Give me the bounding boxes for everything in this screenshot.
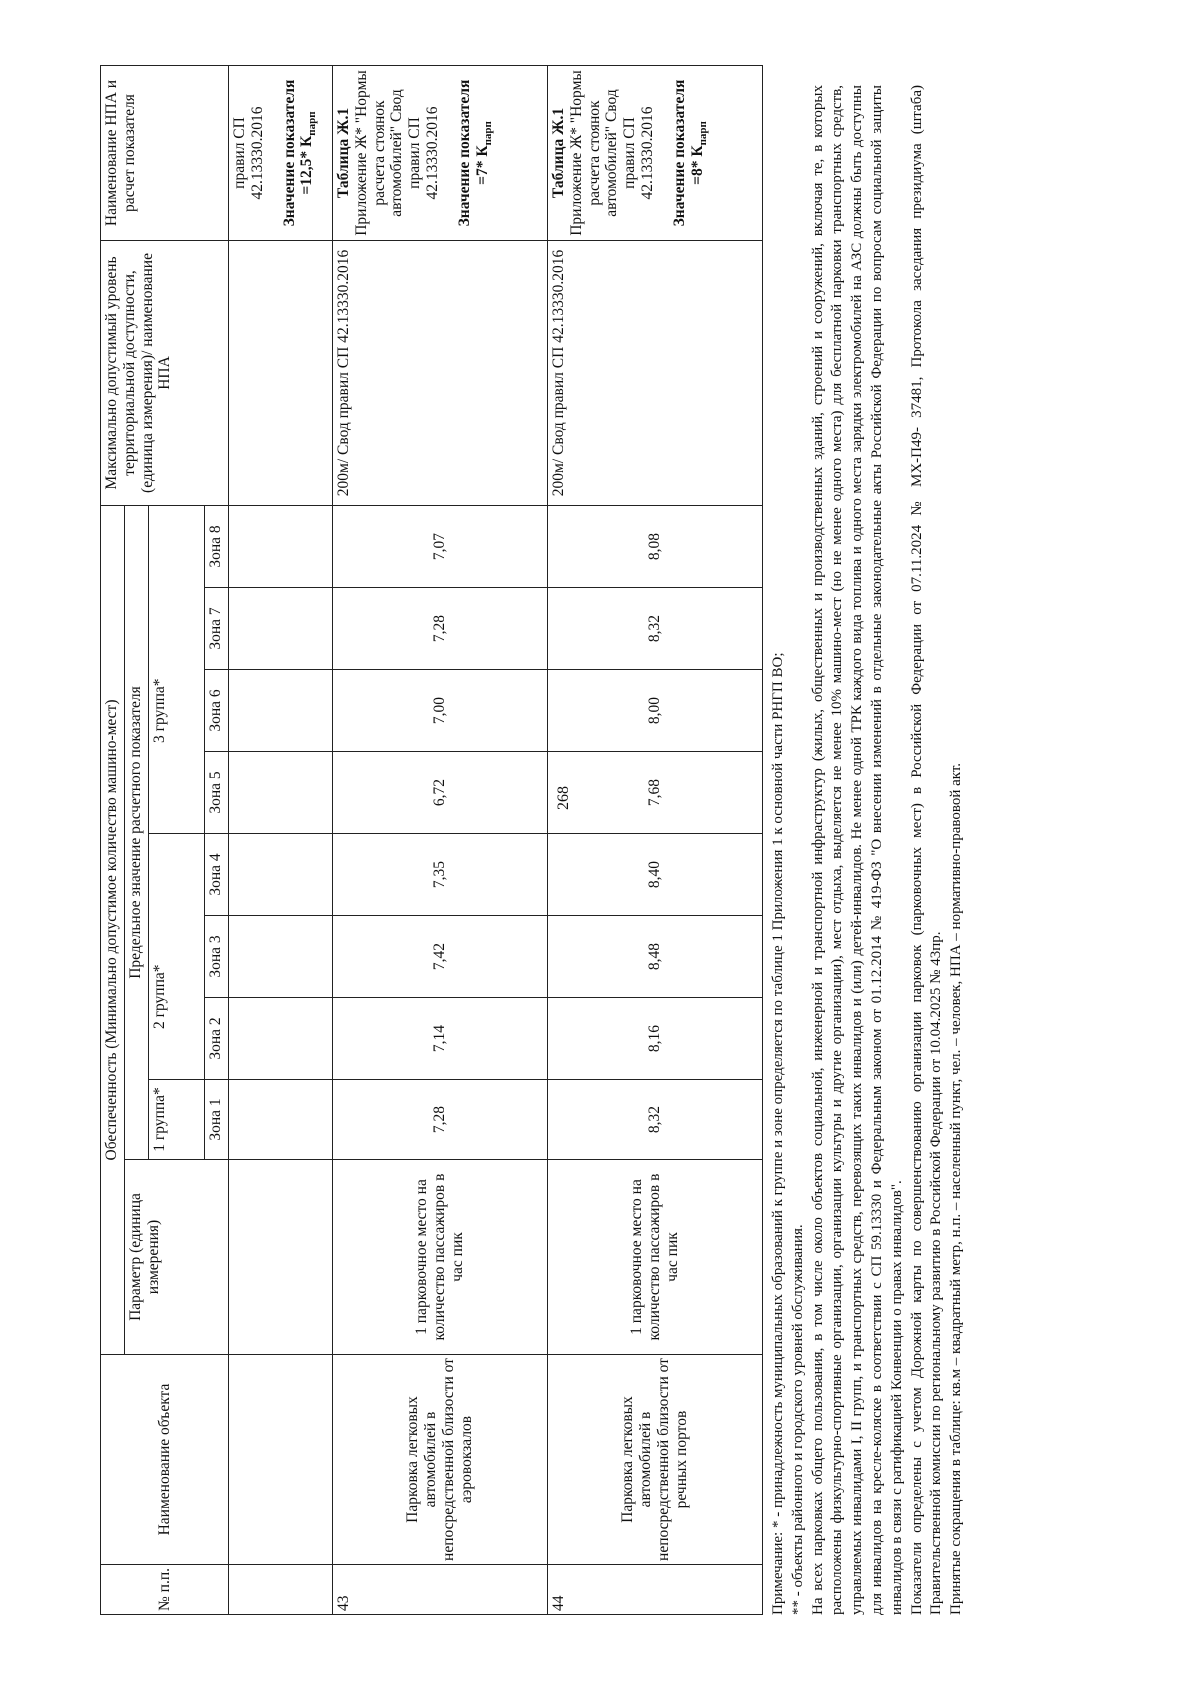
row-value-zone-2: 7,14 (333, 998, 548, 1080)
row-param: 1 парковочное место на количество пассажиров в час пик (548, 1160, 763, 1355)
row-value-zone-5: 7,68 (548, 752, 763, 834)
table-row-continuation (229, 66, 333, 1615)
rotated-page-content (100, 70, 1120, 1615)
note-abbreviations: Принятые сокращения в таблице: кв.м – квадратный метр, н.п. – населенный пункт, чел. – человек, НПА – нормативно-правовой акт. (948, 762, 965, 1615)
row-npa-text: Приложение Ж* "Нормы расчета стоянок автомобилей" Свод правил СП 42.13330.2016 (352, 70, 442, 236)
header-max-level: Максимально допустимый уровень территориальной доступности, (единица измерения)/ наименование НПА (101, 241, 229, 506)
row-npa-title: Таблица Ж.1 (550, 107, 567, 199)
header-limit-value: Предельное значение расчетного показателя (125, 506, 149, 1160)
row-npa-cell (333, 66, 548, 241)
row-value-zone-3: 7,42 (333, 916, 548, 998)
header-zone-5: Зона 5 (205, 752, 229, 834)
row-value-zone-7: 7,28 (333, 588, 548, 670)
continuation-npa-text: правил СП 42.13330.2016 (231, 106, 266, 200)
row-num: 43 (333, 1565, 548, 1615)
notes-block (769, 85, 967, 1615)
row-value-zone-1: 7,28 (333, 1080, 548, 1160)
row-max-level: 200м/ Свод правил СП 42.13330.2016 (333, 241, 548, 506)
row-value-zone-5: 6,72 (333, 752, 548, 834)
row-value-zone-4: 7,35 (333, 834, 548, 916)
row-value-zone-7: 8,32 (548, 588, 763, 670)
header-zone-1: Зона 1 (205, 1080, 229, 1160)
page-number: 268 (555, 786, 572, 810)
header-zone-8: Зона 8 (205, 506, 229, 588)
header-zone-4: Зона 4 (205, 834, 229, 916)
row-num: 44 (548, 1565, 763, 1615)
header-npa: Наименование НПА и расчет показателя (101, 66, 229, 241)
header-param: Параметр (единица измерения) (125, 1160, 229, 1355)
header-group-1: 1 группа* (149, 1080, 205, 1160)
header-group-3: 3 группа* (149, 506, 205, 834)
row-value-zone-3: 8,48 (548, 916, 763, 998)
row-value-zone-6: 8,00 (548, 670, 763, 752)
row-npa-cell (548, 66, 763, 241)
table-row (333, 66, 548, 1615)
row-value-zone-6: 7,00 (333, 670, 548, 752)
row-object-name: Парковка легковых автомобилей в непосредственной близости от речных портов (548, 1355, 763, 1565)
continuation-npa-cell (229, 66, 333, 241)
row-npa-value: Значение показателя =7* $К_{парп}$ (455, 79, 494, 227)
note-roadmap: Показатели определены с учетом Дорожной карты по совершенствованию организации парковок (парковочных мест) в Российской Федерации от 07.11.2024 № МХ-П49- 37481, Протокола заседания президиума (штаба) Правительственной комиссии по региональному развитию в Российской Федерации от 10.04.2025 № 43пр. (908, 85, 945, 1615)
row-value-zone-8: 7,07 (333, 506, 548, 588)
header-zone-7: Зона 7 (205, 588, 229, 670)
row-object-name: Парковка легковых автомобилей в непосредственной близости от аэровокзалов (333, 1355, 548, 1565)
note-footnote-2: ** - объекты районного и городского уровней обслуживания. (789, 1224, 806, 1615)
continuation-value: Значение показателя =12,5* $К_{парп}$ (280, 79, 319, 227)
row-param: 1 парковочное место на количество пассажиров в час пик (333, 1160, 548, 1355)
note-footnote-1: Примечание: * - принадлежность муниципальных образований к группе и зоне определяется по таблице 1 Приложения 1 к основной части РНГП ВО; (770, 652, 786, 1615)
row-value-zone-8: 8,08 (548, 506, 763, 588)
table-row (548, 66, 763, 1615)
header-zone-3: Зона 3 (205, 916, 229, 998)
note-accessibility: На всех парковках общего пользования, в том числе около объектов социальной, инженерной и транспортной инфраструктур (жилых, общественных и производственных зданий, строений и сооружений, включая те, в которых расположены физкультурно-спортивные организации, организации культуры и другие организации), мест отдыха, выделяется не менее 10% машино-мест (но не менее одного места) для бесплатной парковки транспортных средств, управляемых инвалидами I, II групп, и транспортных средств, перевозящих таких инвалидов и (или) детей-инвалидов. Не менее одной ТРК каждого вида топлива и одного места зарядки электромобилей на АЗС должны быть доступны для инвалидов на кресле-коляске в соответствии с СП 59.13330 и Федеральным законом от 01.12.2014 № 419-ФЗ "О внесении изменений в отдельные законодательные акты Российской Федерации по вопросам социальной защиты инвалидов в связи с ратификацией Конвенции о правах инвалидов". (809, 85, 905, 1615)
header-supply: Обеспеченность (Минимально допустимое количество машино-мест) (101, 506, 125, 1355)
header-num: № п.п. (101, 1565, 229, 1615)
row-npa-title: Таблица Ж.1 (335, 107, 352, 199)
header-zone-6: Зона 6 (205, 670, 229, 752)
row-max-level: 200м/ Свод правил СП 42.13330.2016 (548, 241, 763, 506)
row-npa-value: Значение показателя =8* $К_{парп}$ (670, 79, 709, 227)
header-group-2: 2 группа* (149, 834, 205, 1080)
row-value-zone-1: 8,32 (548, 1080, 763, 1160)
row-value-zone-2: 8,16 (548, 998, 763, 1080)
row-value-zone-4: 8,40 (548, 834, 763, 916)
norms-table (100, 65, 763, 1615)
header-object-name: Наименование объекта (101, 1355, 229, 1565)
header-zone-2: Зона 2 (205, 998, 229, 1080)
row-npa-text: Приложение Ж* "Нормы расчета стоянок автомобилей" Свод правил СП 42.13330.2016 (567, 70, 657, 236)
